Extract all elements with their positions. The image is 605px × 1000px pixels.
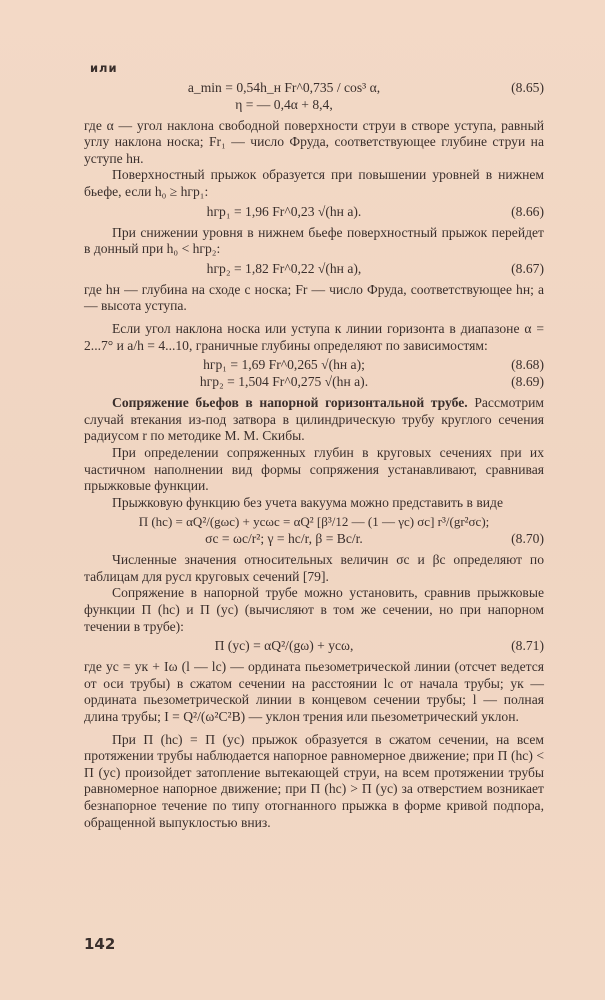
paragraph: где α — угол наклона свободной поверхности струи в створе уступа, равный углу наклона носка; Fr₁ — число Фруда, соответствующее глубине струи на уступе hн. <box>84 117 544 166</box>
paragraph: При П (hc) = П (yc) прыжок образуется в сжатом сечении, на всем протяжении трубы наблюдается напорное равномерное движение; при П (hc) < П (yc) произойдет затопление вытекающей струи, на всем протяжении трубы равномерное напорное движение; при П (hc) > П (yc) за отверстием возникает безнапорное течение по типу отогнанного прыжка в форме кривой подпора, обращенной выпуклостью вниз. <box>84 731 544 830</box>
section-paragraph <box>84 395 544 445</box>
equation-number: (8.66) <box>511 203 544 219</box>
equation-line: П (hc) = αQ²/(gωc) + ycωc = αQ² [β³/12 — (1 — γc) σc] r³/(gr²σc); <box>138 514 490 530</box>
equation-number: (8.70) <box>511 531 544 547</box>
page-body <box>84 60 544 831</box>
equation-8-66 <box>84 204 544 221</box>
equation-line: hгр₂ = 1,82 Fr^0,22 √(hн a), <box>206 260 362 276</box>
equation-8-68-69 <box>84 357 544 391</box>
equation-number: (8.71) <box>511 638 544 654</box>
paragraph: Если угол наклона носка или уступа к линии горизонта в диапазоне α = 2...7° и a/h = 4...10, граничные глубины определяют по зависимостям: <box>84 320 544 353</box>
paragraph: Численные значения относительных величин σc и βc определяют по таблицам для русл круговых сечений [79]. <box>84 552 544 584</box>
paragraph: Сопряжение в напорной трубе можно установить, сравнив прыжковые функции П (hc) и П (yc) (вычисляют в том же сечении, но при напорном течении в трубе): <box>84 585 544 634</box>
equation-line: hгр₁ = 1,69 Fr^0,265 √(hн a); <box>203 357 365 373</box>
paragraph: Поверхностный прыжок образуется при повышении уровней в нижнем бьефе, если h₀ ≥ hгр₁: <box>84 167 544 199</box>
equation-line: η = — 0,4α + 8,4, <box>235 96 333 112</box>
equation-8-71 <box>84 638 544 655</box>
equation-8-67 <box>84 261 544 278</box>
run-in-heading: Сопряжение бьефов в напорной горизонтальной трубе. <box>112 395 468 411</box>
equation-8-70 <box>84 514 544 548</box>
equation-number: (8.65) <box>511 79 544 95</box>
page-number: 142 <box>84 935 116 953</box>
equation-line: П (yc) = αQ²/(gω) + ycω, <box>214 638 354 654</box>
paragraph-text: Рассмотрим случай втекания из-под затвора в цилиндрическую трубу круглого сечения радиусом r по методике М. М. Скибы. <box>84 395 544 444</box>
lead-word: или <box>90 61 118 75</box>
paragraph: При определении сопряженных глубин в круговых сечениях при их частичном наполнении вид формы сопряжения устанавливают, сравнивая прыжковые функции. <box>84 444 544 494</box>
equation-number: (8.68) <box>511 357 544 373</box>
equation-line: a_min = 0,54h_н Fr^0,735 / cos³ α, <box>187 79 381 95</box>
paragraph: где yc = yк + Iω (l — lc) — ордината пьезометрической линии (отсчет ведется от оси трубы) в сжатом сечении на расстоянии lc от начала трубы; yк — ордината пьезометрической линии в концевом сечении трубы; l — полная длина трубы; I = Q²/(ω²C²B) — уклон трения или пьезометрический уклон. <box>84 659 544 725</box>
paragraph: Прыжковую функцию без учета вакуума можно представить в виде <box>112 494 503 510</box>
equation-number: (8.69) <box>511 374 544 390</box>
paragraph: где hн — глубина на сходе с носка; Fr — число Фруда, соответствующее hн; a — высота уступа. <box>84 281 544 314</box>
paragraph: При снижении уровня в нижнем бьефе поверхностный прыжок перейдет в донный при h₀ < hгр₂: <box>84 224 544 257</box>
equation-line: hгр₁ = 1,96 Fr^0,23 √(hн a). <box>206 203 362 219</box>
equation-line: hгр₂ = 1,504 Fr^0,275 √(hн a). <box>199 374 369 390</box>
equation-8-65 <box>84 80 544 114</box>
equation-line: σc = ωc/r²; γ = hc/r, β = Bc/r. <box>205 531 363 547</box>
equation-number: (8.67) <box>511 260 544 276</box>
